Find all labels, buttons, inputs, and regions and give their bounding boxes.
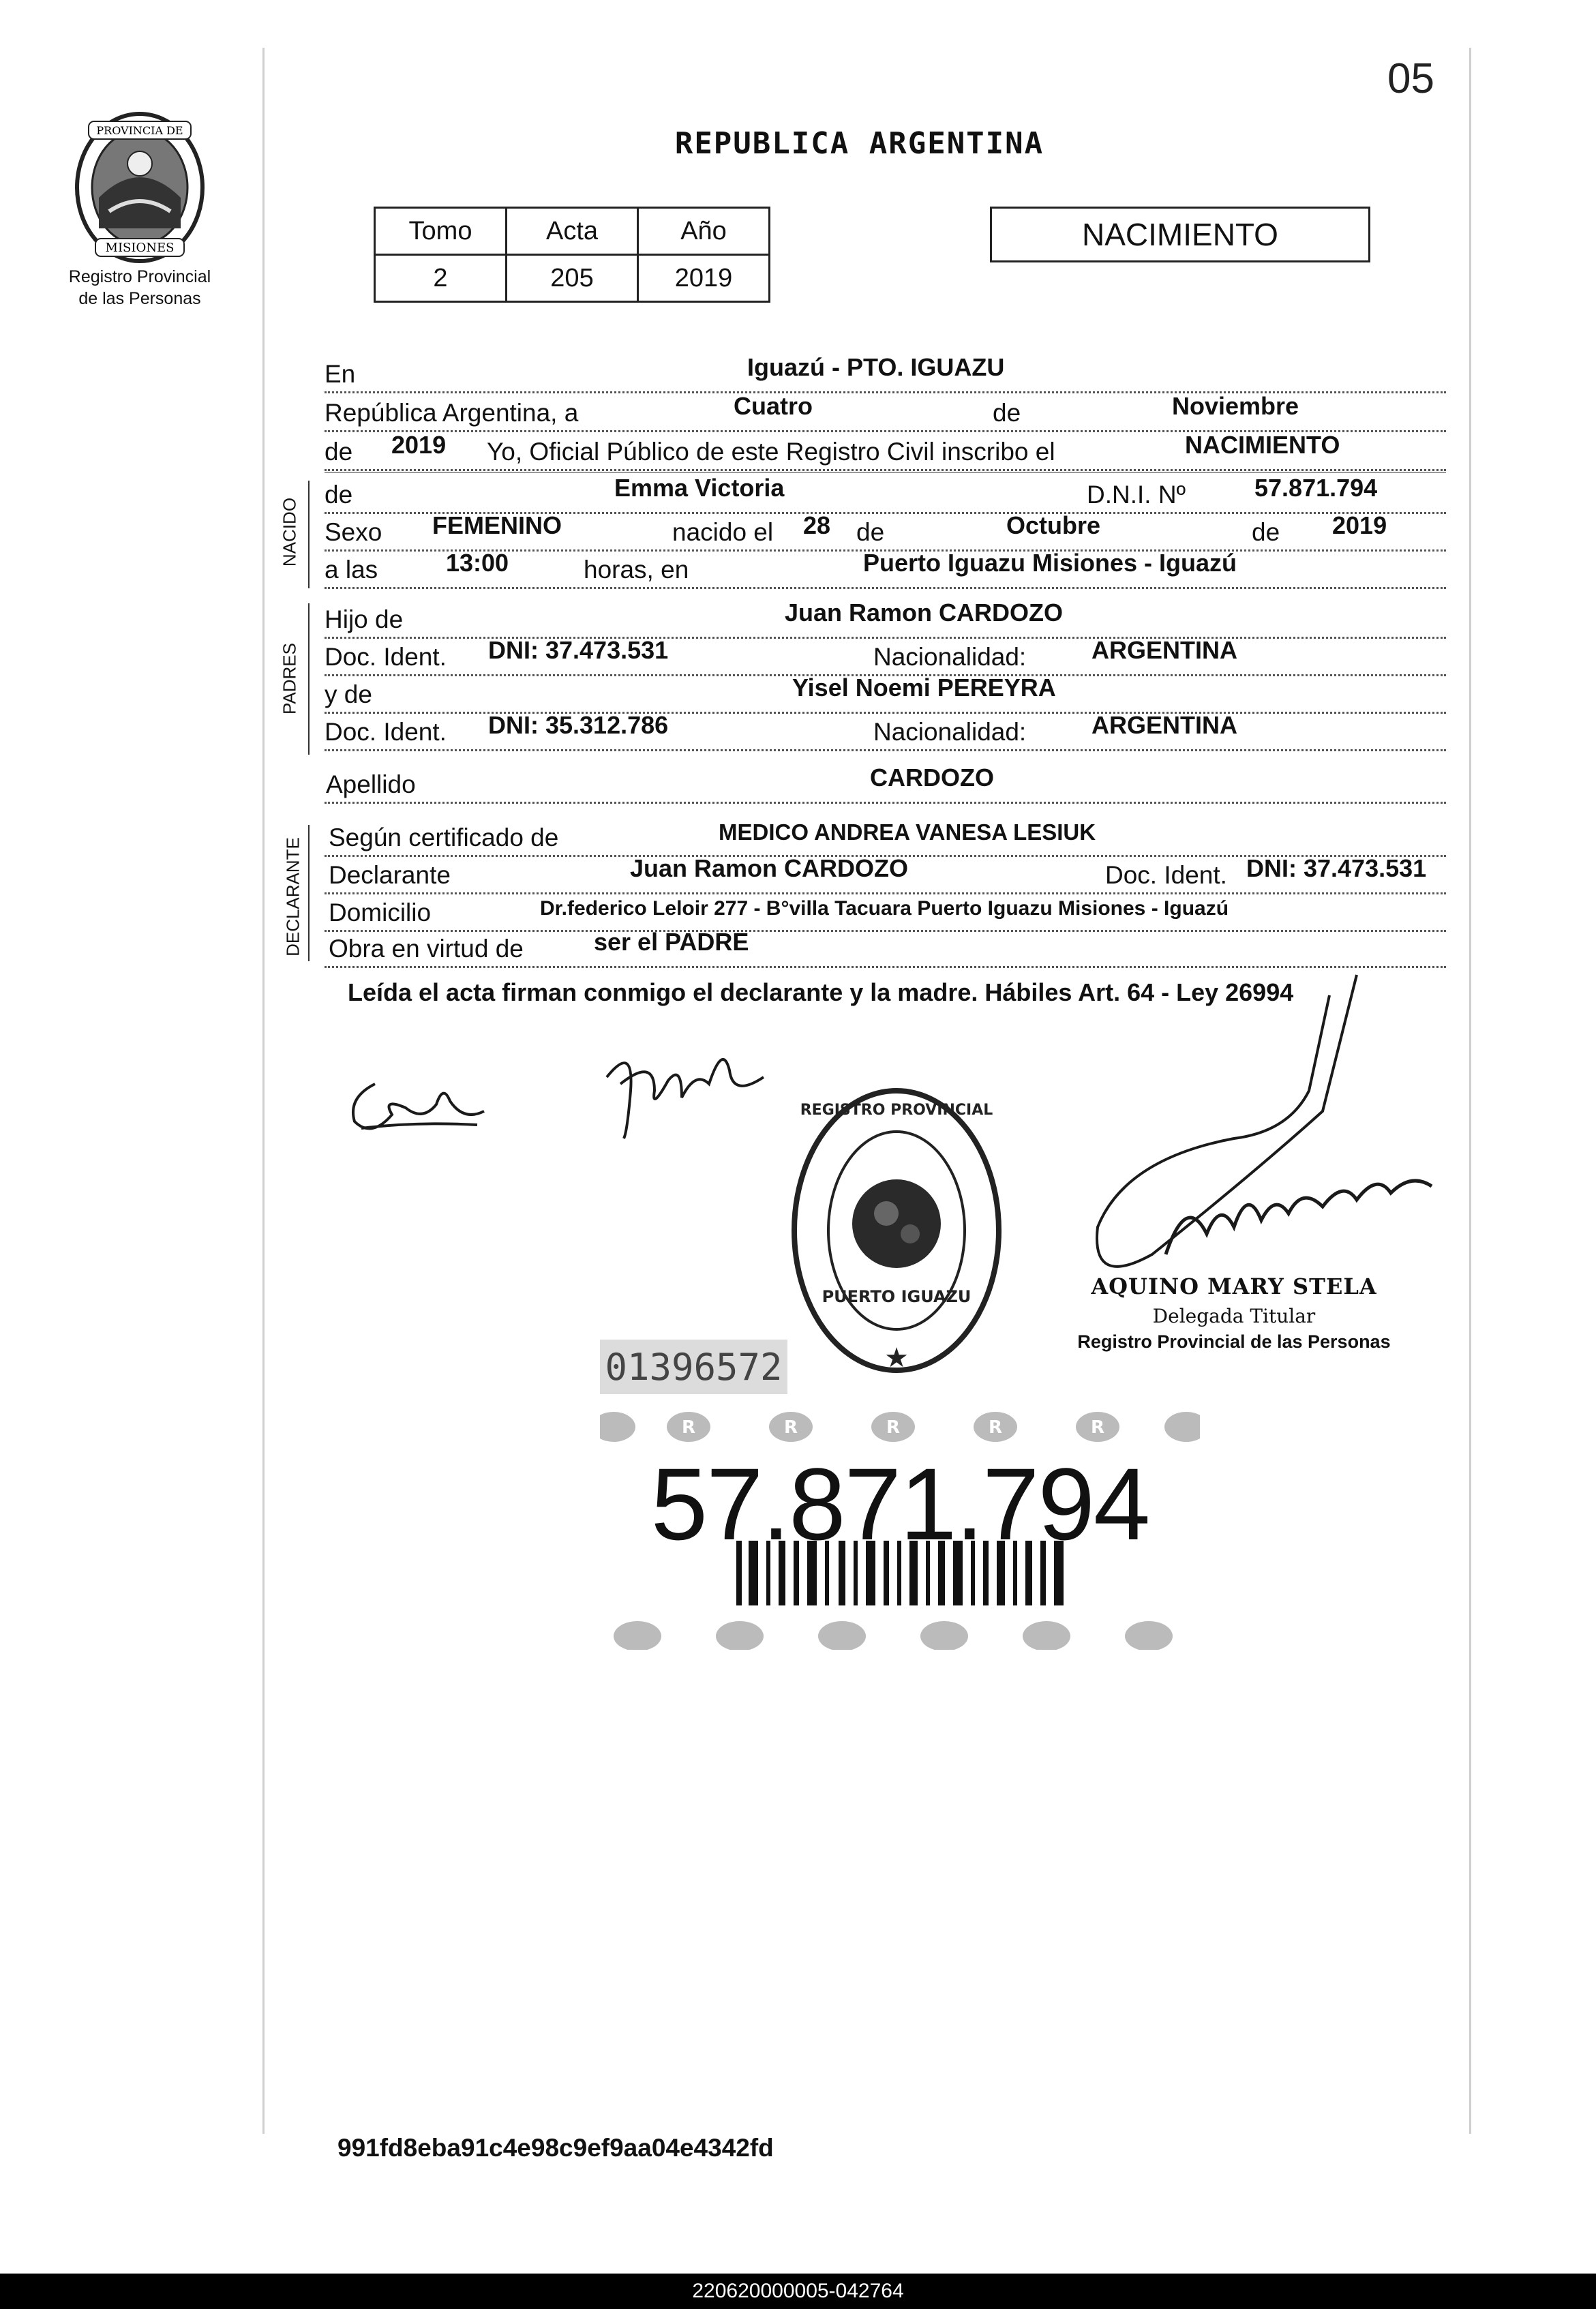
section-label-padres: PADRES: [279, 643, 300, 714]
value-child-dni: 57.871.794: [1254, 474, 1378, 502]
label-obra: Obra en virtud de: [329, 935, 524, 963]
row-mother-doc: [325, 712, 1446, 751]
value-obra: ser el PADRE: [594, 928, 749, 956]
section-label-nacido: NACIDO: [279, 497, 300, 567]
value-year: 2019: [391, 431, 447, 459]
label-en: En: [325, 360, 356, 388]
label-domicilio: Domicilio: [329, 899, 432, 926]
registry-stamp: [784, 1077, 1009, 1384]
serial-number: 01396572: [600, 1340, 787, 1394]
value-father-nationality: ARGENTINA: [1091, 636, 1237, 664]
section-divider: [325, 472, 1446, 473]
row-obra: [325, 929, 1446, 968]
stamp-inner-text: PUERTO IGUAZU: [822, 1287, 972, 1306]
padres-bracket: [308, 603, 310, 755]
scan-margin-left: [262, 48, 265, 2134]
row-father: [325, 600, 1446, 639]
value-child-name: Emma Victoria: [614, 474, 785, 502]
header-tomo: Tomo: [375, 208, 507, 255]
value-declarante-doc: DNI: 37.473.531: [1246, 854, 1427, 882]
label-horas-en: horas, en: [584, 556, 689, 584]
svg-text:R: R: [988, 1417, 1003, 1438]
document-title: REPUBLICA ARGENTINA: [674, 126, 1044, 161]
section-label-declarante: DECLARANTE: [282, 837, 303, 956]
label-declarante: Declarante: [329, 861, 451, 889]
label-de-birth-month: de: [856, 518, 885, 546]
value-tomo: 2: [375, 255, 507, 302]
value-father-doc: DNI: 37.473.531: [488, 636, 669, 664]
svg-text:R: R: [1090, 1417, 1105, 1438]
signature-declarante: [341, 1057, 498, 1145]
value-domicilio: Dr.federico Leloir 277 - B°villa Tacuara Puerto Iguazu Misiones - Iguazú: [540, 897, 1229, 920]
value-mother-doc: DNI: 35.312.786: [488, 711, 669, 739]
value-father-name: Juan Ramon CARDOZO: [785, 599, 1064, 627]
label-dni: D.N.I. Nº: [1087, 481, 1186, 509]
value-birth-month: Octubre: [1006, 511, 1101, 539]
registry-label: [37, 266, 242, 310]
seal-bottom-text: MISIONES: [105, 241, 175, 255]
label-hijo-de: Hijo de: [325, 605, 404, 633]
row-mother: [325, 675, 1446, 714]
value-birth-day: 28: [803, 511, 831, 539]
row-father-doc: [325, 637, 1446, 676]
label-doc-ident-declarante: Doc. Ident.: [1105, 861, 1227, 889]
value-birth-place: Puerto Iguazu Misiones - Iguazú: [863, 549, 1237, 577]
closing-text: Leída el acta firman conmigo el declarante y la madre. Hábiles Art. 64 - Ley 26994: [348, 978, 1294, 1006]
official-block: [1064, 1273, 1404, 1353]
signature-madre: [593, 1029, 770, 1145]
official-name: AQUINO MARY STELA: [1091, 1273, 1377, 1299]
row-domicilio: [325, 893, 1446, 932]
id-strip-number: 57.871.794: [650, 1447, 1149, 1561]
value-sexo: FEMENINO: [432, 511, 562, 539]
value-birth-year: 2019: [1332, 511, 1387, 539]
svg-text:R: R: [681, 1417, 696, 1438]
label-nacionalidad-mother: Nacionalidad:: [873, 718, 1027, 746]
label-sexo: Sexo: [325, 518, 382, 546]
official-office: Registro Provincial de las Personas: [1077, 1331, 1391, 1352]
svg-text:R: R: [886, 1417, 901, 1438]
label-de-name: de: [325, 481, 353, 509]
nacido-bracket: [308, 481, 310, 588]
value-day: Cuatro: [734, 392, 813, 420]
value-certificado: MEDICO ANDREA VANESA LESIUK: [719, 819, 1096, 845]
label-republica: República Argentina, a: [325, 399, 579, 427]
record-type-box: NACIMIENTO: [990, 207, 1370, 262]
label-inscribo: Yo, Oficial Público de este Registro Civil inscribo el: [487, 438, 1055, 466]
header-acta: Acta: [507, 208, 638, 255]
label-a-las: a las: [325, 556, 378, 584]
value-mother-name: Yisel Noemi PEREYRA: [792, 674, 1056, 701]
declarante-bracket: [308, 825, 310, 961]
official-title: Delegada Titular: [1152, 1305, 1316, 1327]
row-certificado: [325, 818, 1446, 857]
row-year-event: [325, 432, 1446, 471]
label-de-birth-year: de: [1252, 518, 1280, 546]
label-nacido-el: nacido el: [672, 518, 774, 546]
label-nacionalidad-father: Nacionalidad:: [873, 643, 1027, 671]
label-apellido: Apellido: [326, 770, 416, 798]
registry-label-line1: Registro Provincial: [68, 267, 211, 286]
svg-text:R: R: [783, 1417, 798, 1438]
row-date: [325, 393, 1446, 432]
footer-code: 220620000005-042764: [0, 2274, 1596, 2309]
value-event: NACIMIENTO: [1185, 431, 1340, 459]
row-declarante: [325, 856, 1446, 894]
value-place: Iguazú - PTO. IGUAZU: [747, 353, 1005, 381]
label-y-de: y de: [325, 680, 372, 708]
signature-official: [1064, 968, 1473, 1288]
value-apellido: CARDOZO: [870, 764, 994, 791]
document-hash: 991fd8eba91c4e98c9ef9aa04e4342fd: [337, 2134, 774, 2162]
value-declarante-name: Juan Ramon CARDOZO: [630, 854, 909, 882]
registry-label-line2: de las Personas: [78, 289, 201, 308]
label-de-month: de: [993, 399, 1021, 427]
row-birth-time-place: [325, 550, 1446, 589]
label-de-year: de: [325, 438, 353, 466]
header-ano: Año: [638, 208, 770, 255]
seal-top-text: PROVINCIA DE: [96, 124, 183, 137]
record-table-value-row: [375, 255, 770, 302]
value-acta: 205: [507, 255, 638, 302]
label-doc-ident-mother: Doc. Ident.: [325, 718, 447, 746]
page-number: 05: [1387, 55, 1434, 102]
stamp-star-icon: ★: [884, 1343, 909, 1373]
row-place: [325, 354, 1446, 393]
stamp-top-text: REGISTRO PROVINCIAL: [800, 1102, 993, 1119]
value-mother-nationality: ARGENTINA: [1091, 711, 1237, 739]
value-birth-time: 13:00: [446, 549, 509, 577]
record-table: [374, 207, 770, 303]
label-certificado: Según certificado de: [329, 824, 559, 851]
label-doc-ident-father: Doc. Ident.: [325, 643, 447, 671]
row-child-name: [325, 475, 1446, 514]
value-month: Noviembre: [1172, 392, 1299, 420]
row-sex-birth: [325, 513, 1446, 552]
value-ano: 2019: [638, 255, 770, 302]
record-table-header-row: [375, 208, 770, 255]
row-apellido: [325, 765, 1446, 804]
